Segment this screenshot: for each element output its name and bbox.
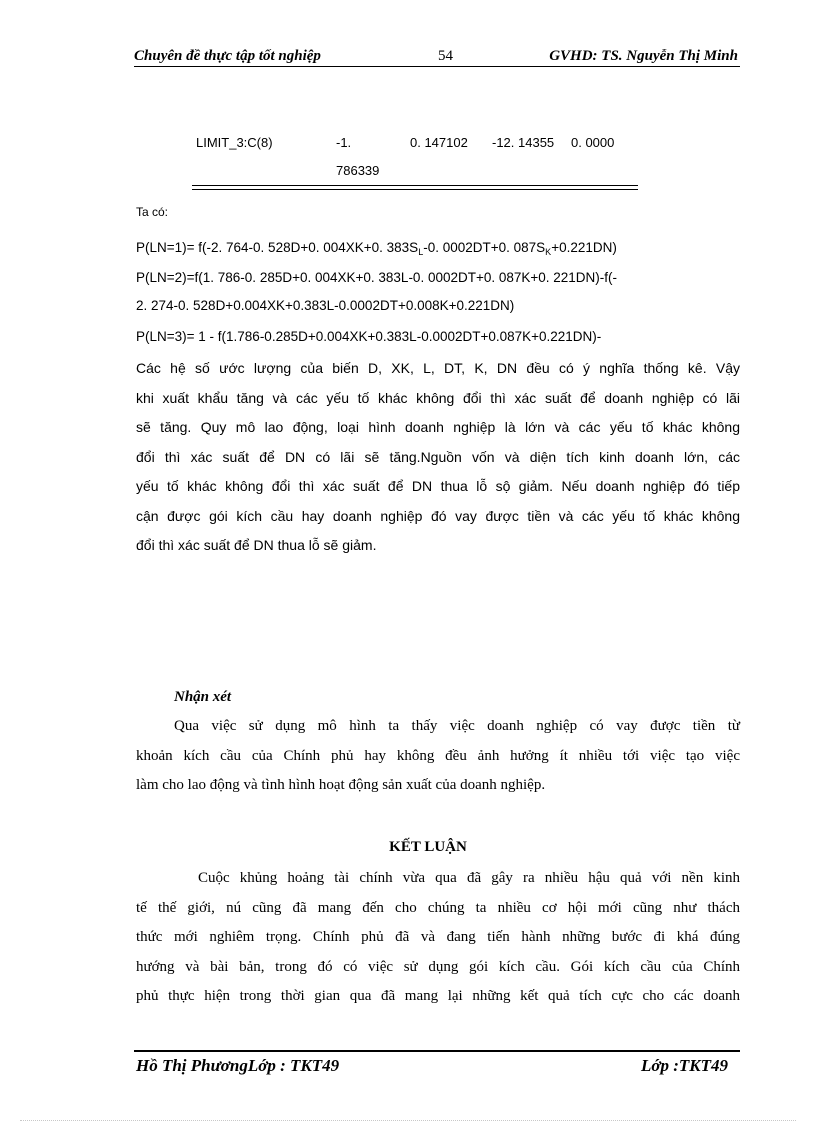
text-line: làm cho lao động và tình hình hoạt động sản xuất của doanh nghiệp.: [136, 777, 546, 793]
text-line: hướng và bài bản, trong đó có việc sử dụng gói kích cầu. Gói kích cầu của Chính: [136, 958, 740, 975]
estimation-table-row: [196, 135, 636, 178]
text-line: Các hệ số ước lượng của biến D, XK, L, DT, K, DN đều có ý nghĩa thống kê. Vậy: [136, 360, 740, 376]
text-line: Qua việc sử dụng mô hình ta thấy việc doanh nghiệp có vay được tiền từ: [174, 718, 740, 734]
text-line: tế thế giới, nú cũng đã mang đến cho chúng ta nhiều cơ hội mới cũng như thách: [136, 899, 740, 916]
ta-co-label: Ta có:: [136, 205, 169, 219]
row-coefficient-line2: 786339: [336, 163, 380, 178]
equation-ln1: [136, 240, 617, 257]
text-line: đổi thì xác suất để DN có lãi sẽ tăng.Nguồn vốn và diện tích kinh doanh lớn, các: [136, 448, 740, 465]
text-line: khi xuất khẩu tăng và các yếu tố khác không đổi thì xác suất để doanh nghiệp có lãi: [136, 389, 740, 406]
row-coefficient-line1: -1.: [336, 135, 352, 150]
page-bottom-border: [20, 1120, 796, 1121]
text-line: Cuộc khủng hoảng tài chính vừa qua đã gây ra nhiều hậu quả với nền kinh: [198, 870, 740, 886]
row-z-statistic: -12. 14355: [492, 135, 555, 150]
header-title: Chuyên đề thực tập tốt nghiệp: [134, 48, 321, 64]
equation-ln2-line2: 2. 274-0. 528D+0.004XK+0.383L-0.0002DT+0.008K+0.221DN): [136, 298, 515, 313]
text-line: thức mới nghiêm trọng. Chính phủ đã và đang tiến hành những bước đi khá đúng: [136, 929, 740, 945]
row-probability: 0. 0000: [571, 135, 615, 150]
paragraph-remark: [136, 712, 740, 801]
equation-ln1-part2: -0. 0002DT+0. 087S: [423, 240, 546, 255]
footer-class: Lớp :TKT49: [640, 1056, 728, 1075]
footer-author: Hồ Thị PhươngLớp : TKT49: [136, 1056, 340, 1075]
equation-ln3: P(LN=3)= 1 - f(1.786-0.285D+0.004XK+0.383L-0.0002DT+0.087K+0.221DN)-: [136, 329, 602, 344]
table-bottom-rule: [192, 185, 638, 190]
text-line: đổi thì xác suất để DN thua lỗ sẽ giảm.: [136, 537, 377, 553]
row-std-error: 0. 147102: [410, 135, 468, 150]
text-line: sẽ tăng. Quy mô lao động, loại hình doanh nghiệp là lớn và các yếu tố khác không: [136, 419, 740, 435]
equation-ln1-sub-k: K: [545, 247, 552, 257]
equation-ln2-line1: P(LN=2)=f(1. 786-0. 285D+0. 004XK+0. 383L-0. 0002DT+0. 087K+0. 221DN)-f(-: [136, 270, 618, 285]
text-line: phủ thực hiện trong thời gian qua đã mang lại những kết quả tích cực cho các doanh: [136, 988, 740, 1004]
row-label: LIMIT_3:C(8): [196, 135, 273, 150]
header-supervisor: GVHD: TS. Nguyễn Thị Minh: [549, 48, 738, 64]
page-number: 54: [438, 48, 453, 64]
footer-rule: [134, 1050, 740, 1052]
text-line: yếu tố khác không đổi thì xác suất để DN thua lỗ sộ giảm. Nếu doanh nghiệp đó tiếp: [136, 478, 740, 494]
equation-ln1-sub-l: L: [418, 247, 424, 257]
paragraph-interpretation: [136, 354, 740, 561]
remark-heading: Nhận xét: [174, 689, 232, 705]
conclusion-heading: KẾT LUẬN: [389, 839, 467, 855]
text-line: khoản kích cầu của Chính phủ hay không đều ảnh hưởng ít nhiều tới việc tạo việc: [136, 747, 740, 764]
page-header: [134, 48, 740, 67]
paragraph-conclusion: [136, 864, 740, 1012]
text-line: cận được gói kích cầu hay doanh nghiệp đó vay được tiền và các yếu tố khác không: [136, 507, 740, 524]
equation-ln1-part3: +0.221DN): [551, 240, 617, 255]
equation-ln1-part1: P(LN=1)= f(-2. 764-0. 528D+0. 004XK+0. 383S: [136, 240, 419, 255]
